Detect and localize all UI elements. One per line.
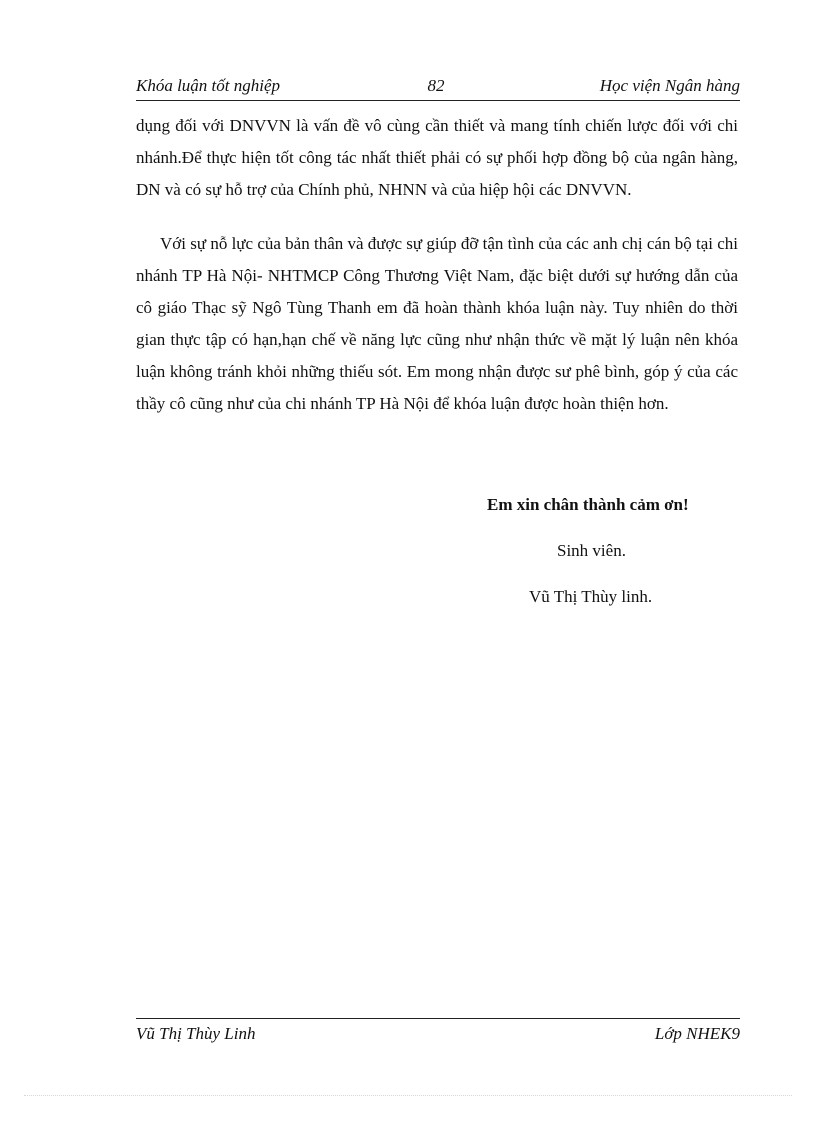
page-number: 82 [427,76,445,95]
paragraph-1: dụng đối với DNVVN là vấn đề vô cùng cần thiết và mang tính chiến lược đối với chi nhánh.Để thực hiện tốt công tác nhất thiết phải có sự phối hợp đồng bộ của ngân hàng, DN và có sự hỗ trợ của Chính phủ, NHNN và của hiệp hội các DNVVN. [136,116,738,199]
body-text [136,110,738,420]
header-title: Khóa luận tốt nghiệp [136,76,281,95]
page-footer [136,1018,740,1045]
footer-class: Lớp NHEK9 [654,1024,740,1043]
paragraph-2: Với sự nỗ lực của bản thân và được sự giúp đỡ tận tình của các anh chị cán bộ tại chi nhánh TP Hà Nội- NHTMCP Công Thương Việt Nam, đặc biệt dưới sự hướng dẫn của cô giáo Thạc sỹ Ngô Tùng Thanh em đã hoàn thành khóa luận này. Tuy nhiên do thời gian thực tập có hạn,hạn chế về năng lực cũng như nhận thức về mặt lý luận nên khóa luận không tránh khỏi những thiếu sót. Em mong nhận được sư phê bình, góp ý của các thầy cô cũng như của chi nhánh TP Hà Nội để khóa luận được hoàn thiện hơn. [136,234,738,413]
header-institution: Học viện Ngân hàng [599,76,740,95]
closing-signer: Vũ Thị Thùy linh. [529,587,653,606]
page-bottom-divider [24,1095,792,1096]
closing-role: Sinh viên. [557,541,626,560]
page-header [136,76,740,101]
footer-author: Vũ Thị Thùy Linh [136,1024,256,1043]
closing-thanks: Em xin chân thành cảm ơn! [487,495,689,514]
